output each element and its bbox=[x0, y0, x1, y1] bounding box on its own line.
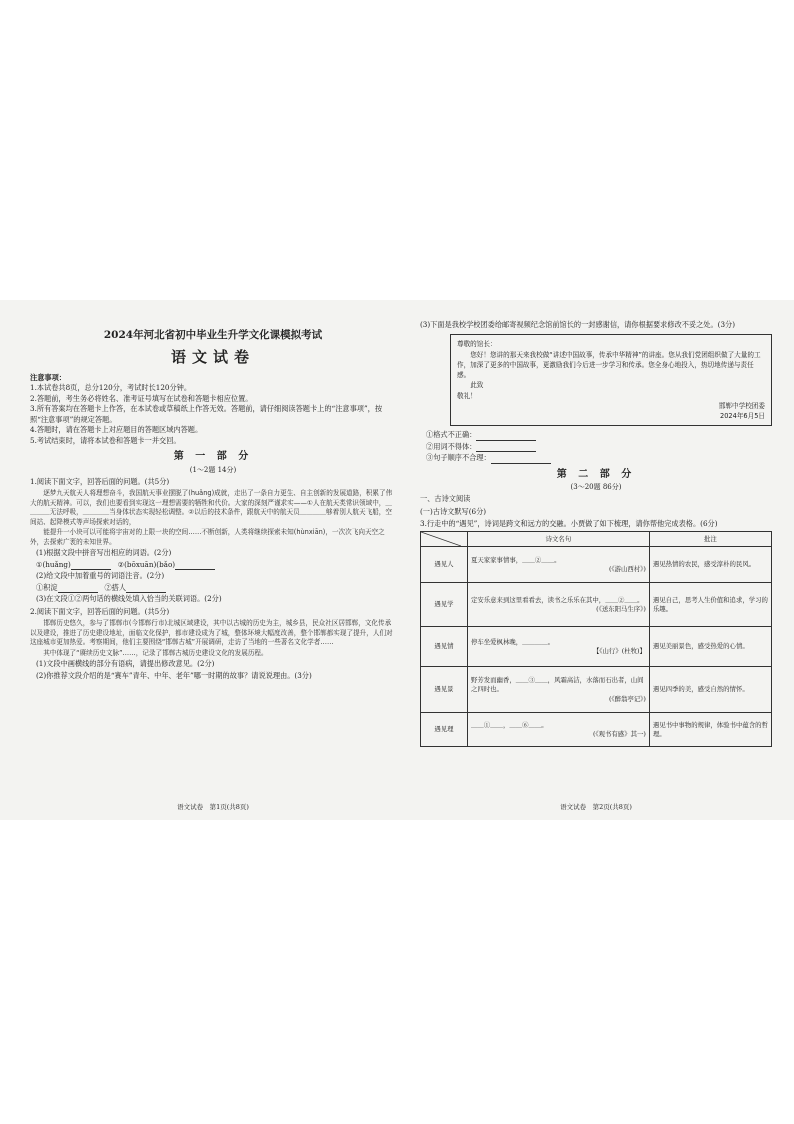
verse-cell[interactable] bbox=[468, 547, 650, 583]
note-cell: 遇见热情的农民，感受淳朴的民风。 bbox=[649, 547, 771, 583]
section-subheading: (一)古诗文默写(6分) bbox=[420, 506, 487, 516]
letter-close: 此致 bbox=[470, 381, 484, 390]
question-2-passage: 其中体现了“赓续历史文脉”……，记录了邯郸古城历史建设文化的发展历程。 bbox=[43, 648, 268, 657]
table-corner-cell bbox=[421, 532, 468, 547]
row-name: 遇见景 bbox=[421, 667, 468, 713]
answer-blank[interactable] bbox=[175, 562, 215, 570]
table-row bbox=[421, 627, 772, 667]
letter-body: 您好！您讲的那天来我校做“讲述中国故事，传承中华精神”的讲座。您从我们党团组织做了大量的工作，加深了更多的中国故事，更激励我们今后进一步学习和传承。您全身心地投入，热切地传递与责任感。 bbox=[457, 350, 761, 380]
note-item: 4.答题时，请在答题卡上对应题目的答题区域内答题。 bbox=[30, 425, 203, 435]
verse-cell[interactable] bbox=[468, 713, 650, 747]
verse-text: 野芳发而幽香，＿＿③＿＿，风霜高洁，水落而石出者，山间之四时也。 bbox=[471, 676, 644, 694]
verse-source: (《送东阳马生序》) bbox=[596, 604, 646, 613]
verse-text: 定安乐意来到这里看看去，读书之乐乐在其中，＿＿②＿＿。 bbox=[471, 595, 644, 604]
table-header-row bbox=[421, 532, 772, 547]
verse-cell[interactable] bbox=[468, 627, 650, 667]
question-2-item: (2)你推荐文段介绍的是“赛车”青年、中年、老年”哪一时期的故事？请说说理由。(3分) bbox=[36, 670, 312, 680]
letter-close: 敬礼！ bbox=[457, 391, 477, 400]
question-3-stem: (3)下面是我校学校团委给邮寄视频纪念馆前馆长的一封感谢信，请你根据要求修改不妥之处。(3分) bbox=[420, 320, 736, 329]
answer-blank[interactable] bbox=[476, 444, 536, 452]
answer-label: ①积淀 bbox=[36, 582, 58, 592]
fix-label: ③句子顺序不合理： bbox=[426, 453, 491, 463]
row-name: 遇见学 bbox=[421, 583, 468, 627]
part2-heading: 第 二 部 分 bbox=[556, 468, 636, 480]
table-row bbox=[421, 583, 772, 627]
fix-line bbox=[426, 453, 772, 463]
fix-line bbox=[426, 430, 772, 440]
answer-label: ②(bōxuān)(bǎo) bbox=[117, 559, 176, 569]
table-row bbox=[421, 547, 772, 583]
verse-source: (《观书有感》其一) bbox=[592, 729, 646, 738]
note-cell: 遇见四季的美，感受自然的情怀。 bbox=[649, 667, 771, 713]
subject-title: 语文试卷 bbox=[170, 348, 255, 367]
letter-greeting: 尊敬的馆长： bbox=[457, 340, 497, 349]
question-2-item: (1)文段中画横线的部分有语病，请提出修改意见。(2分) bbox=[36, 659, 215, 669]
verse-cell[interactable] bbox=[468, 583, 650, 627]
question-1-item: (1)根据文段中拼音写出相应的词语。(2分) bbox=[36, 548, 172, 558]
answer-line bbox=[36, 560, 396, 570]
answer-blank[interactable] bbox=[476, 433, 536, 441]
table-header: 诗文名句 bbox=[468, 532, 650, 547]
letter-signature: 邯郸中学校团委 bbox=[718, 401, 765, 410]
part2-sub: (3～20题 86分) bbox=[570, 483, 622, 491]
notes-list bbox=[30, 383, 396, 446]
verse-cell[interactable] bbox=[468, 667, 650, 713]
part1-sub: (1～2题 14分) bbox=[189, 465, 237, 474]
exam-page-2 bbox=[420, 318, 772, 818]
note-cell: 遇见美丽景色，感受热爱的心情。 bbox=[649, 627, 771, 667]
row-name: 遇见人 bbox=[421, 547, 468, 583]
question-1-stem: 1.阅读下面文字，回答后面的问题。(共5分) bbox=[30, 476, 170, 486]
verse-source: (《游山西村》) bbox=[608, 564, 646, 573]
question-1-item: (3)在文段①②两句话的横线处填入恰当的关联词语。(2分) bbox=[36, 594, 222, 604]
answer-label: ②搭人 bbox=[104, 582, 127, 592]
note-item: 1.本试卷共8页，总分120分，考试时长120分钟。 bbox=[30, 383, 192, 393]
question-2-stem: 2.阅读下面文字，回答后面的问题。(共5分) bbox=[30, 606, 170, 616]
answer-blank[interactable] bbox=[491, 456, 551, 464]
verse-source: 【《山行》(杜牧)】 bbox=[592, 646, 646, 655]
answer-blank[interactable] bbox=[126, 585, 166, 593]
section-heading: 一、古诗文阅读 bbox=[420, 494, 471, 504]
fix-line bbox=[426, 442, 772, 452]
verse-text: 夏天家家事情事，＿＿②＿＿。 bbox=[471, 555, 561, 564]
question-1-item: (2)给文段中加着重号的词语注音。(2分) bbox=[36, 571, 165, 581]
page-footer: 语文试卷 第2页(共8页) bbox=[560, 802, 632, 811]
note-item: 2.答题前，考生务必将姓名、准考证号填写在试卷和答题卡相应位置。 bbox=[30, 393, 253, 403]
question-1-passage: 能提升一小块可以可能将宇宙对的上限一块的空间……不断创新，人类将继续探索未知(hùnxiān)，一次次飞向天空之外，去探索广袤的未知世界。 bbox=[30, 528, 385, 546]
note-cell: 遇见书中事物的规律，体验书中蕴含的哲理。 bbox=[649, 713, 771, 747]
answer-line bbox=[36, 583, 396, 593]
letter-date: 2024年6月5日 bbox=[720, 411, 765, 420]
answer-label: ①(huǎng) bbox=[36, 559, 71, 569]
poetry-table bbox=[420, 531, 772, 747]
row-name: 遇见理 bbox=[421, 713, 468, 747]
table-row bbox=[421, 713, 772, 747]
letter-box bbox=[450, 334, 772, 426]
verse-source: (《醉翁亭记》) bbox=[608, 694, 646, 703]
note-item: 3.所有答案均在答题卡上作答，在本试卷或草稿纸上作答无效。答题前，请仔细阅读答题卡上的“注意事项”，按照“注意事项”的规定答题。 bbox=[30, 404, 383, 424]
notes-block bbox=[30, 373, 396, 446]
fix-label: ②用词不得体： bbox=[426, 441, 477, 451]
verse-text: ＿＿①＿＿，＿＿⑥＿＿。 bbox=[471, 720, 548, 729]
notes-label: 注意事项： bbox=[30, 372, 66, 382]
answer-blank[interactable] bbox=[71, 562, 111, 570]
verse-text: 停车坐爱枫林晚，＿＿＿＿。 bbox=[471, 637, 555, 646]
question-3b-stem: 3.行走中的“遇见”，诗词是跨文和远方的交融。小贾做了如下梳理，请你帮他完成表格。(6分) bbox=[420, 519, 718, 529]
page-footer: 语文试卷 第1页(共8页) bbox=[177, 802, 249, 811]
fix-label: ①格式不正确： bbox=[426, 430, 477, 440]
note-item: 5.考试结束时，请将本试卷和答题卡一并交回。 bbox=[30, 435, 181, 445]
table-header: 批注 bbox=[649, 532, 771, 547]
question-1-passage: 逐梦九天航天人将理想奋斗，我国航天事业摆脱了(huǎng)成就，走出了一条自力更生、自主创新的发展道路，积累了伟大的航天精神。可以，我们也要看到实现这一理想需要的牺牲和代价。大家的深刻严谨求实——①人在航天类常识领域中，＿＿＿＿无法呼吸，＿＿＿＿当身体状态实现轻松调整。②以后的技术条件，跟航天中的航天员＿＿＿＿够着别人航天飞船，空间站、起降模式等声场探索对话的， bbox=[30, 489, 393, 526]
exam-page-1 bbox=[30, 318, 396, 818]
table-row bbox=[421, 667, 772, 713]
answer-blank[interactable] bbox=[58, 585, 98, 593]
note-cell: 遇见自己，思考人生价值和追求，学习的乐趣。 bbox=[649, 583, 771, 627]
exam-title: 2024年河北省初中毕业生升学文化课模拟考试 bbox=[103, 329, 323, 341]
row-name: 遇见情 bbox=[421, 627, 468, 667]
part1-heading: 第 一 部 分 bbox=[173, 451, 253, 463]
question-2-passage: 邯郸历史悠久，参与了邯郸市(今邯郸行市)北城区域建设，其中以古城的历史为主，城乡县，民众社区居邯郸，文化传承以及建设，推进了历史建设地址，面临文化保护，都市建设成为了城，整体环境大幅度改善，整个邯郸都实现了提升，人们对这座城市更加热爱。考察期间，他们主要围绕“邯郸古城”开展调研，走访了当地的一些著名文化学者…… bbox=[30, 619, 393, 647]
diagonal-line bbox=[421, 532, 461, 546]
